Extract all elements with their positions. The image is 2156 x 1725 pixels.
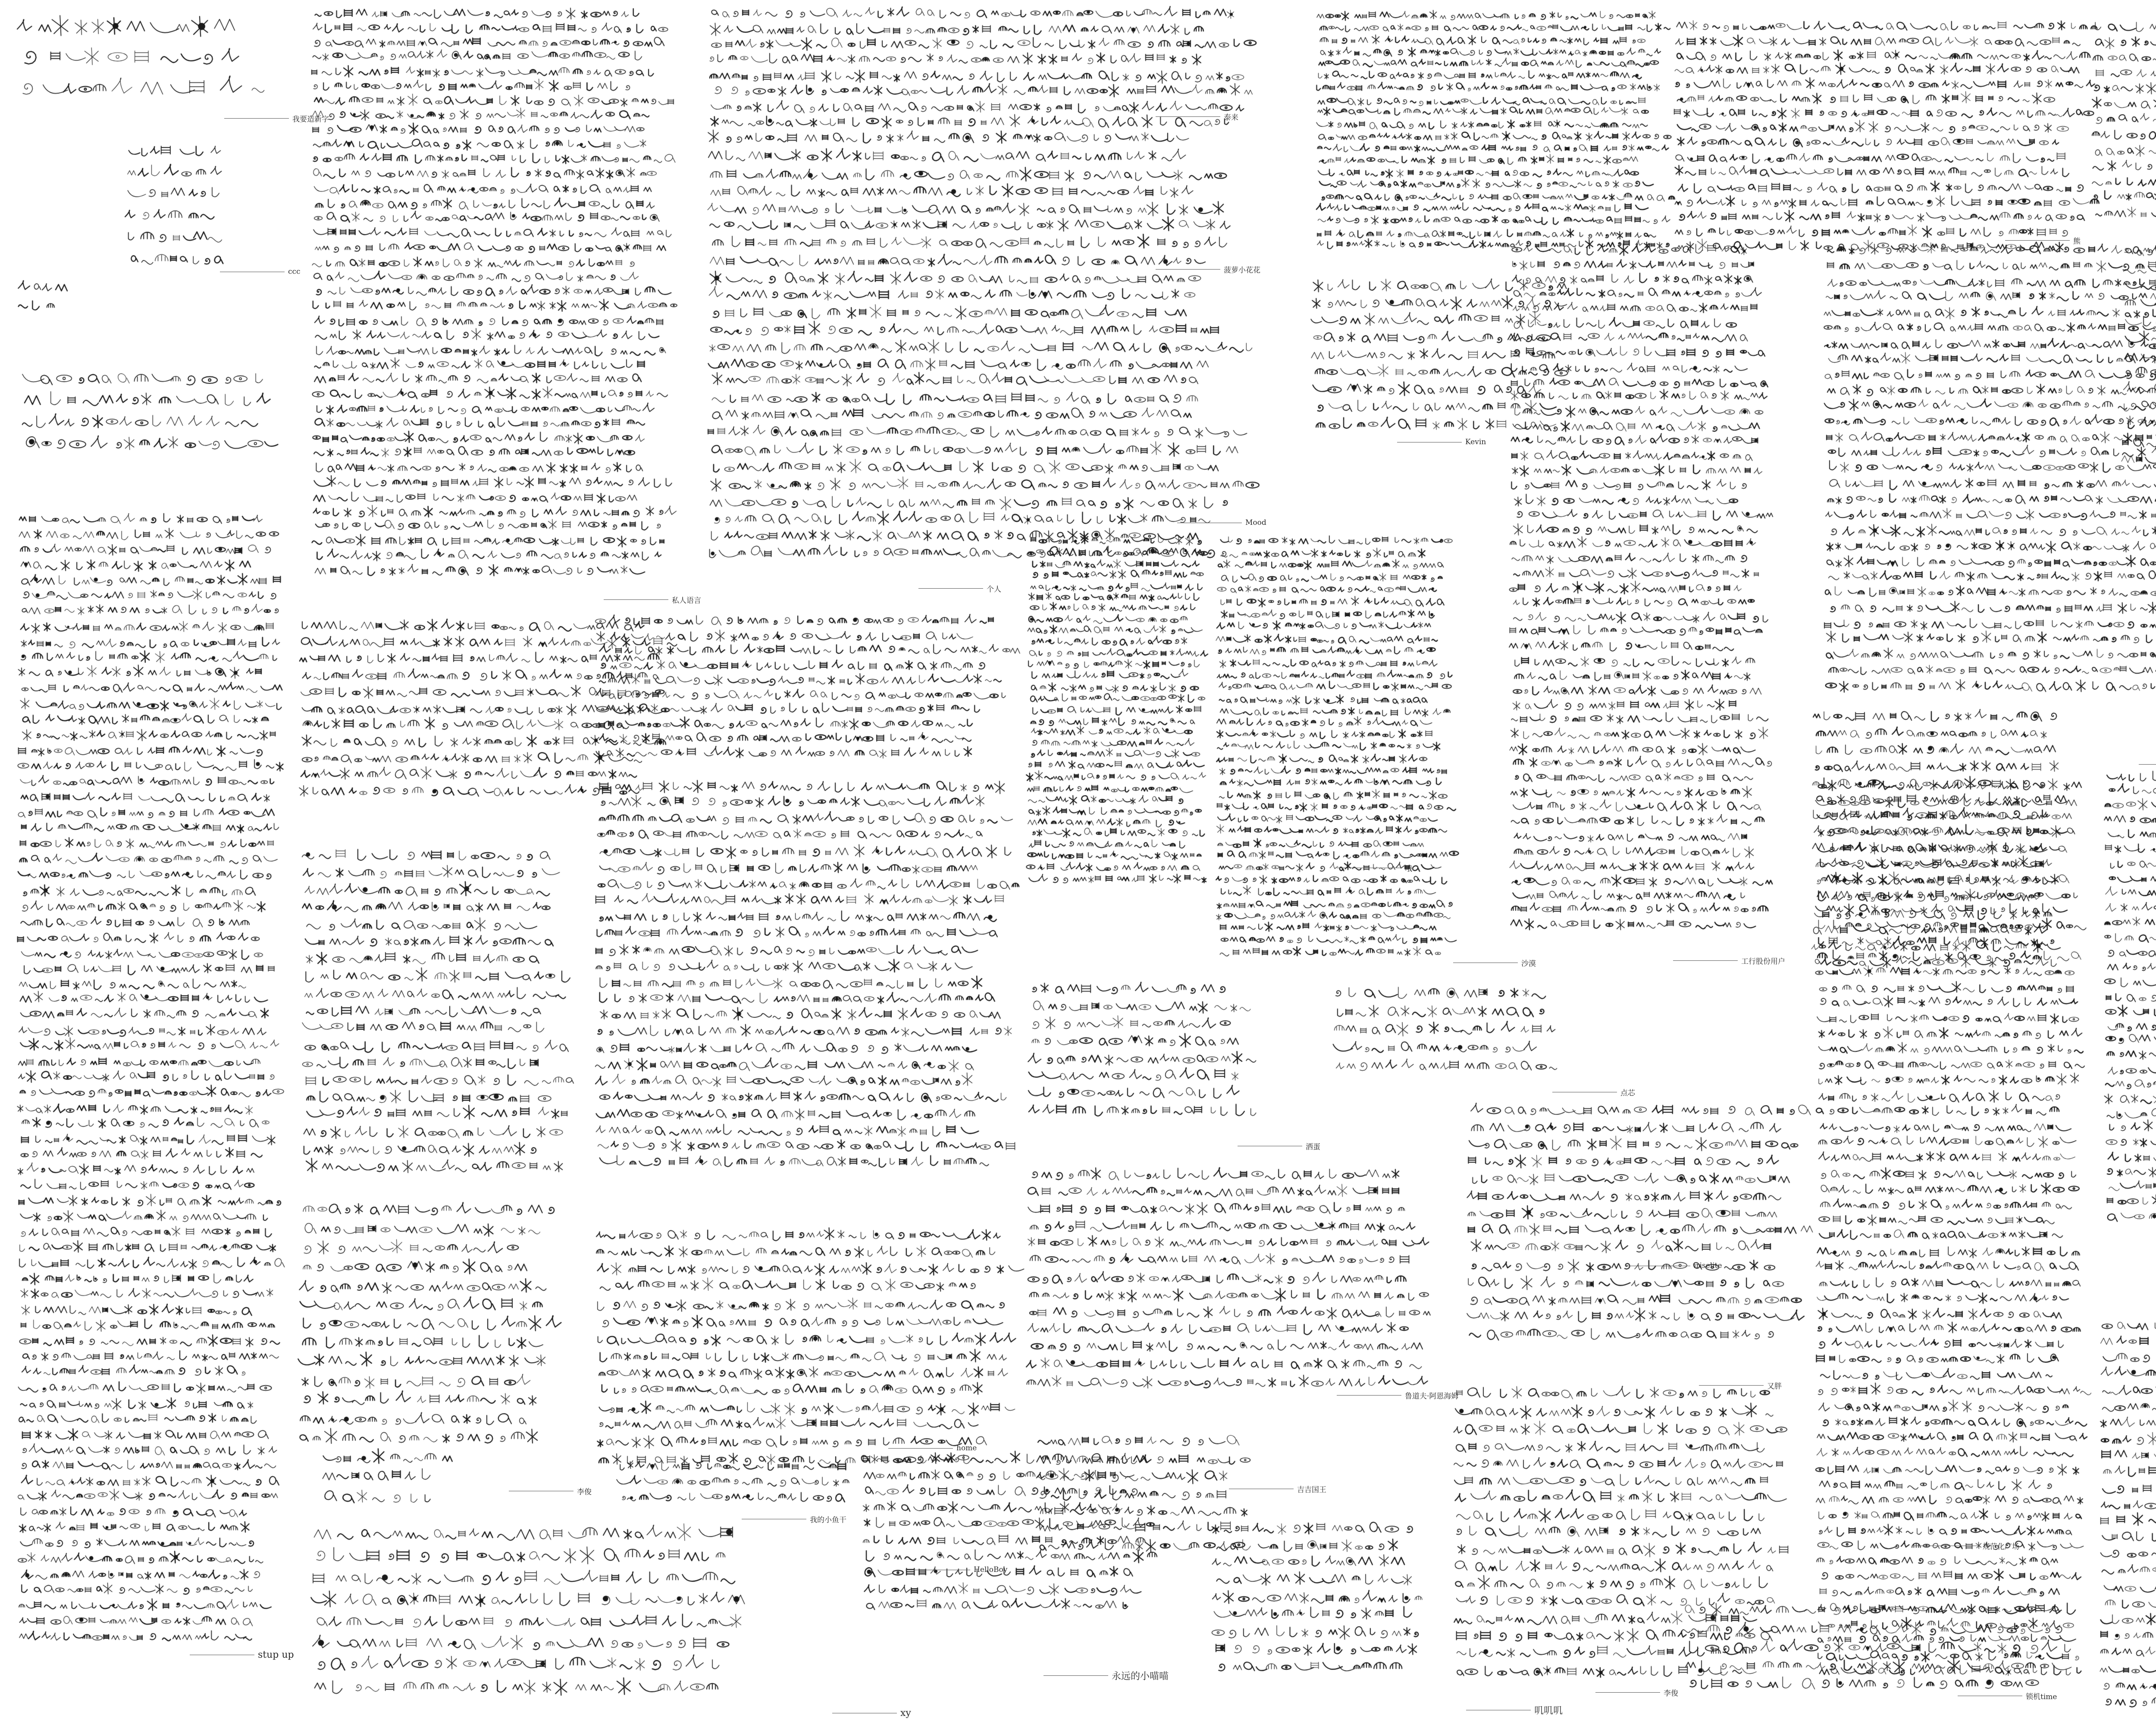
signature: 泰来 bbox=[1156, 111, 1238, 122]
signature: 我要造新字 bbox=[224, 113, 329, 124]
signature: 工行股份用户 bbox=[1673, 955, 1785, 966]
signature: 我的小鱼干 bbox=[742, 1514, 846, 1524]
signature: xy bbox=[832, 1708, 911, 1719]
signature: 菠萝小花花 bbox=[1156, 264, 1260, 275]
signature: 锁机time bbox=[1958, 1690, 2057, 1701]
signature: 个人 bbox=[918, 583, 1001, 594]
signature: home bbox=[888, 1444, 977, 1452]
signature: HelloBoy bbox=[906, 1565, 1007, 1574]
signature: Mood bbox=[1177, 518, 1266, 527]
signature: 规范化广场 bbox=[1915, 1540, 2019, 1551]
signature: 私人语言 bbox=[604, 594, 701, 605]
signature: 永远的小喵喵 bbox=[1044, 1669, 1169, 1682]
signature: 李俊 bbox=[509, 1486, 592, 1496]
signature: 熊 bbox=[2005, 235, 2081, 246]
signature: 沙漠 bbox=[1453, 957, 1536, 968]
signature: stup up bbox=[190, 1650, 294, 1660]
signature: 鲁道夫·阿恩海姆 bbox=[1337, 1390, 1458, 1401]
signature: 洒蛋 bbox=[1238, 1141, 1320, 1151]
signature: 又胖 bbox=[1699, 1380, 1782, 1391]
signature: 吉吉国王 bbox=[1229, 1484, 1326, 1494]
signature: 哦 bbox=[1337, 862, 1412, 873]
signature: Kevin bbox=[1397, 438, 1486, 446]
signature: 叽叽叽 bbox=[1466, 1703, 1563, 1717]
signature: 李俊 bbox=[1595, 1687, 1678, 1698]
signature bbox=[2139, 759, 2156, 770]
signature: 点芯 bbox=[1552, 1087, 1635, 1098]
signature: iriselite bbox=[1626, 1261, 1722, 1270]
signature: ccc bbox=[220, 267, 301, 276]
